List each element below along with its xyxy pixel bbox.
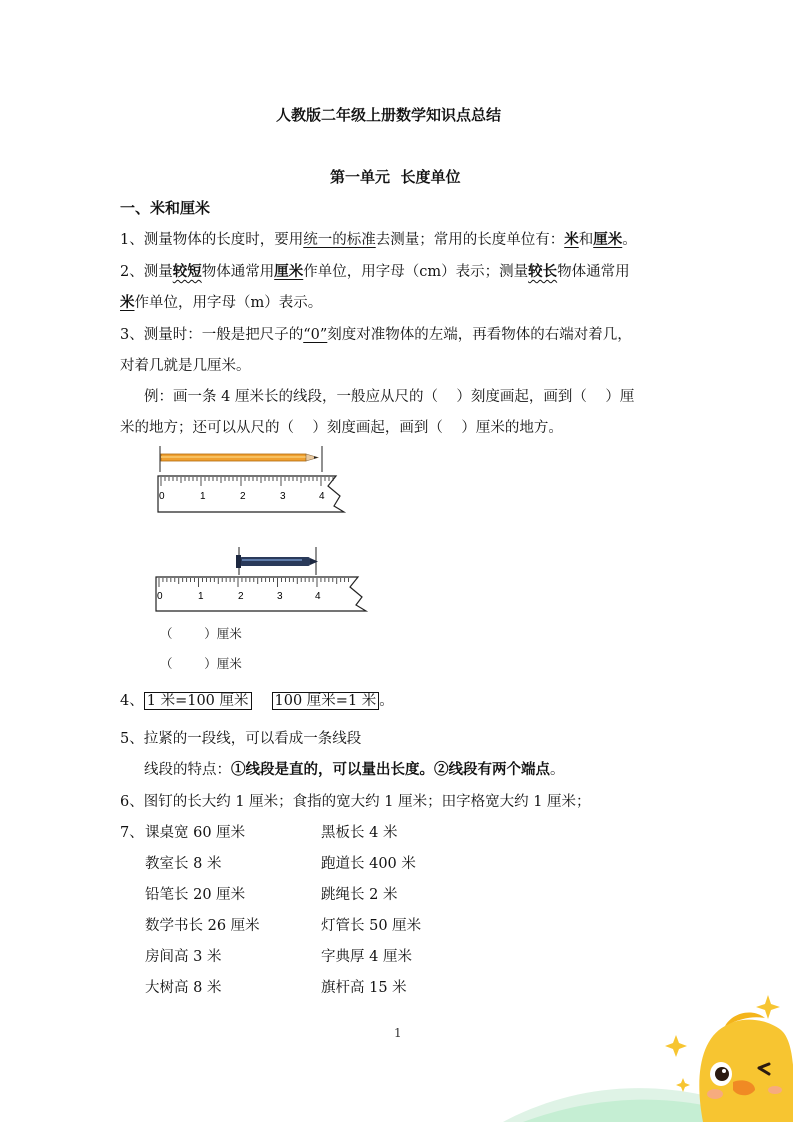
boxed-formula: 1 米=100 厘米: [144, 692, 252, 710]
list-item: 跑道长 400 米: [321, 856, 416, 872]
text: 。: [550, 762, 565, 778]
section-heading: 一、米和厘米: [120, 199, 211, 217]
paragraph-1: [120, 228, 637, 249]
underlined-text: “0”: [303, 327, 328, 343]
text: 和: [578, 232, 594, 248]
ruler-tick-label: 0: [159, 491, 165, 502]
text: 刻度对准物体的左端，再看物体的右端对着几，: [327, 327, 632, 343]
example-line-1: 例：画一条 4 厘米长的线段，一般应从尺的（ ）刻度画起，画到（ ）厘: [144, 389, 635, 405]
text: 4、: [120, 693, 144, 709]
nail-icon: [236, 555, 318, 568]
list-item: 跳绳长 2 米: [321, 887, 398, 903]
paragraph-4: [120, 689, 394, 710]
ruler-tick-label: 2: [238, 591, 244, 602]
sparkle-icon: [665, 1035, 687, 1057]
text: 3、测量时：一般是把尺子的: [120, 327, 304, 343]
example-line-2: 米的地方；还可以从尺的（ ）刻度画起，画到（ ）厘米的地方。: [120, 420, 563, 436]
list-item: 铅笔长 20 厘米: [145, 887, 246, 903]
list-item: 教室长 8 米: [145, 856, 222, 872]
list-item: 黑板长 4 米: [321, 825, 398, 841]
list-item: 房间高 3 米: [145, 949, 222, 965]
ruler-tick-label: 2: [240, 491, 246, 502]
pencil-icon: [161, 454, 318, 461]
boxed-formula: 100 厘米=1 米: [272, 692, 380, 710]
bold-term: 米: [564, 231, 579, 248]
bold-term: 较短: [172, 263, 202, 280]
bold-term: 米: [120, 294, 135, 311]
ruler-tick-label: 3: [280, 491, 286, 502]
answer-blank: （ ）厘米: [160, 626, 242, 641]
ruler-body: [156, 577, 366, 611]
paragraph-2-cont: [120, 291, 322, 312]
text: 物体通常用: [201, 264, 275, 280]
bold-term: 厘米: [274, 263, 304, 280]
text: 。: [379, 693, 394, 709]
bold-term: 厘米: [593, 231, 623, 248]
paragraph-6: 6、图钉的长大约 1 厘米；食指的宽大约 1 厘米；田字格宽大约 1 厘米；: [120, 794, 591, 810]
underlined-text: 统一的标准: [303, 232, 376, 248]
page-number: 1: [394, 1026, 402, 1040]
list-item: 课桌宽 60 厘米: [145, 825, 246, 841]
paragraph-7-label: 7、: [120, 825, 144, 841]
ruler-figure-nail: [150, 543, 370, 615]
ruler-tick-label: 0: [157, 591, 163, 602]
ruler-tick-label: 4: [315, 591, 321, 602]
sparkle-icon: [676, 1078, 690, 1092]
bold-term: 较长: [528, 263, 558, 280]
list-item: 字典厚 4 厘米: [321, 949, 412, 965]
ruler-figure-pencil: [152, 444, 362, 516]
paragraph-3-cont: 对着几就是几厘米。: [120, 358, 251, 374]
ruler-tick-label: 4: [319, 491, 325, 502]
ruler-tick-label: 1: [200, 491, 206, 502]
list-item: 大树高 8 米: [145, 980, 222, 996]
text: 去测量；常用的长度单位有：: [375, 232, 565, 248]
doc-title: 人教版二年级上册数学知识点总结: [276, 106, 502, 124]
bold-term: ①线段是直的，可以量出长度。②线段有两个端点: [231, 761, 550, 778]
text: 1、测量物体的长度时，要用: [120, 232, 304, 248]
text: 。: [622, 232, 637, 248]
list-item: 灯管长 50 厘米: [321, 918, 422, 934]
text: 作单位，用字母（m）表示。: [134, 295, 323, 311]
ruler-body: [158, 476, 344, 512]
paragraph-3: [120, 323, 632, 344]
answer-blank: （ ）厘米: [160, 656, 242, 671]
text: 2、测量: [120, 264, 173, 280]
paragraph-5-features: [144, 758, 565, 779]
paragraph-5: 5、拉紧的一段线，可以看成一条线段: [120, 731, 362, 747]
text: 物体通常用: [557, 264, 630, 280]
mascot-chick-icon: [503, 990, 793, 1122]
text: 线段的特点：: [144, 762, 231, 778]
ruler-tick-label: 1: [198, 591, 204, 602]
list-item: 旗杆高 15 米: [321, 980, 407, 996]
list-item: 数学书长 26 厘米: [145, 918, 260, 934]
text: 作单位，用字母（cm）表示；测量: [303, 264, 529, 280]
unit-title: 第一单元 长度单位: [330, 168, 461, 186]
ruler-tick-label: 3: [277, 591, 283, 602]
paragraph-2: [120, 260, 630, 281]
